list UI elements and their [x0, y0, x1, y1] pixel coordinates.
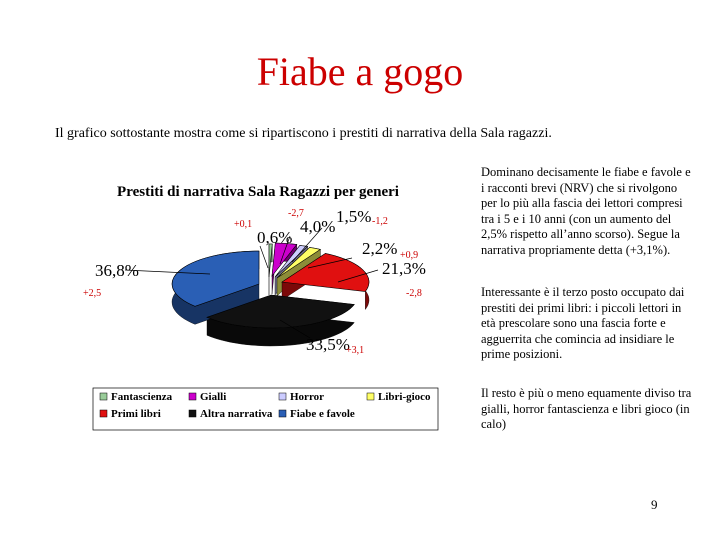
legend-label-horror: Horror — [290, 391, 325, 403]
legend-label-fiabe-e-favole: Fiabe e favole — [290, 408, 355, 420]
leader-line-fantascienza — [260, 246, 268, 268]
paragraph-first-books: Interessante è il terzo posto occupato dai prestiti dei primi libri: i piccoli lettori in età prescolare sono una fascia forte e agguerrita che comincia ad insidiare le prime posizioni. — [481, 285, 685, 361]
slide-subtitle: Il grafico sottostante mostra come si ripartiscono i prestiti di narrativa della Sala ragazzi. — [55, 126, 552, 141]
pie-chart — [60, 170, 480, 450]
legend-label-altra-narrativa: Altra narrativa — [200, 408, 273, 420]
legend-label-fantascienza: Fantascienza — [111, 391, 173, 403]
legend-swatch-altra-narrativa — [189, 410, 196, 417]
change-label-gialli: -2,7 — [288, 208, 304, 219]
change-label-libri-gioco: +0,9 — [400, 250, 419, 261]
legend-swatch-primi-libri — [100, 410, 107, 417]
legend-swatch-fiabe-e-favole — [279, 410, 286, 417]
chart-title: Prestiti di narrativa Sala Ragazzi per generi — [117, 184, 399, 200]
chart-legend — [93, 388, 438, 430]
legend-swatch-horror — [279, 393, 286, 400]
pie-chart-svg — [60, 170, 480, 450]
slide-title: Fiabe a gogo — [256, 49, 464, 94]
paragraph-remaining-genres: Il resto è più o meno equamente diviso tra gialli, horror fantascienza e libri gioco (in calo) — [481, 386, 692, 431]
legend-swatch-fantascienza — [100, 393, 107, 400]
legend-label-libri-gioco: Libri-gioco — [378, 391, 431, 403]
paragraph-dominant-genres: Dominano decisamente le fiabe e favole e i racconti brevi (NRV) che si rivolgono per lo più alla fascia dei lettori compresi tra i 5 e i 10 anni (con un aumento del 2,5% rispetto all’anno scorso). Segue la narrativa propriamente detta (+3,1%). — [481, 165, 691, 257]
page-number: 9 — [651, 497, 658, 512]
change-label-fantascienza: +0,1 — [234, 219, 253, 230]
data-label-fantascienza: 0,6% — [257, 228, 293, 247]
data-label-libri-gioco: 2,2% — [362, 239, 398, 258]
legend-label-primi-libri: Primi libri — [111, 408, 161, 420]
data-label-primi-libri: 21,3% — [382, 259, 426, 278]
legend-label-gialli: Gialli — [200, 391, 227, 403]
change-label-altra-narrativa: +3,1 — [346, 345, 365, 356]
change-label-primi-libri: -2,8 — [406, 288, 422, 299]
data-label-altra-narrativa: 33,5% — [306, 335, 350, 354]
data-label-horror: 1,5% — [336, 207, 372, 226]
legend-swatch-gialli — [189, 393, 196, 400]
legend-swatch-libri-gioco — [367, 393, 374, 400]
data-label-fiabe-e-favole: 36,8% — [95, 261, 139, 280]
data-label-gialli: 4,0% — [300, 217, 336, 236]
change-label-horror: -1,2 — [372, 216, 388, 227]
change-label-fiabe-e-favole: +2,5 — [83, 288, 102, 299]
